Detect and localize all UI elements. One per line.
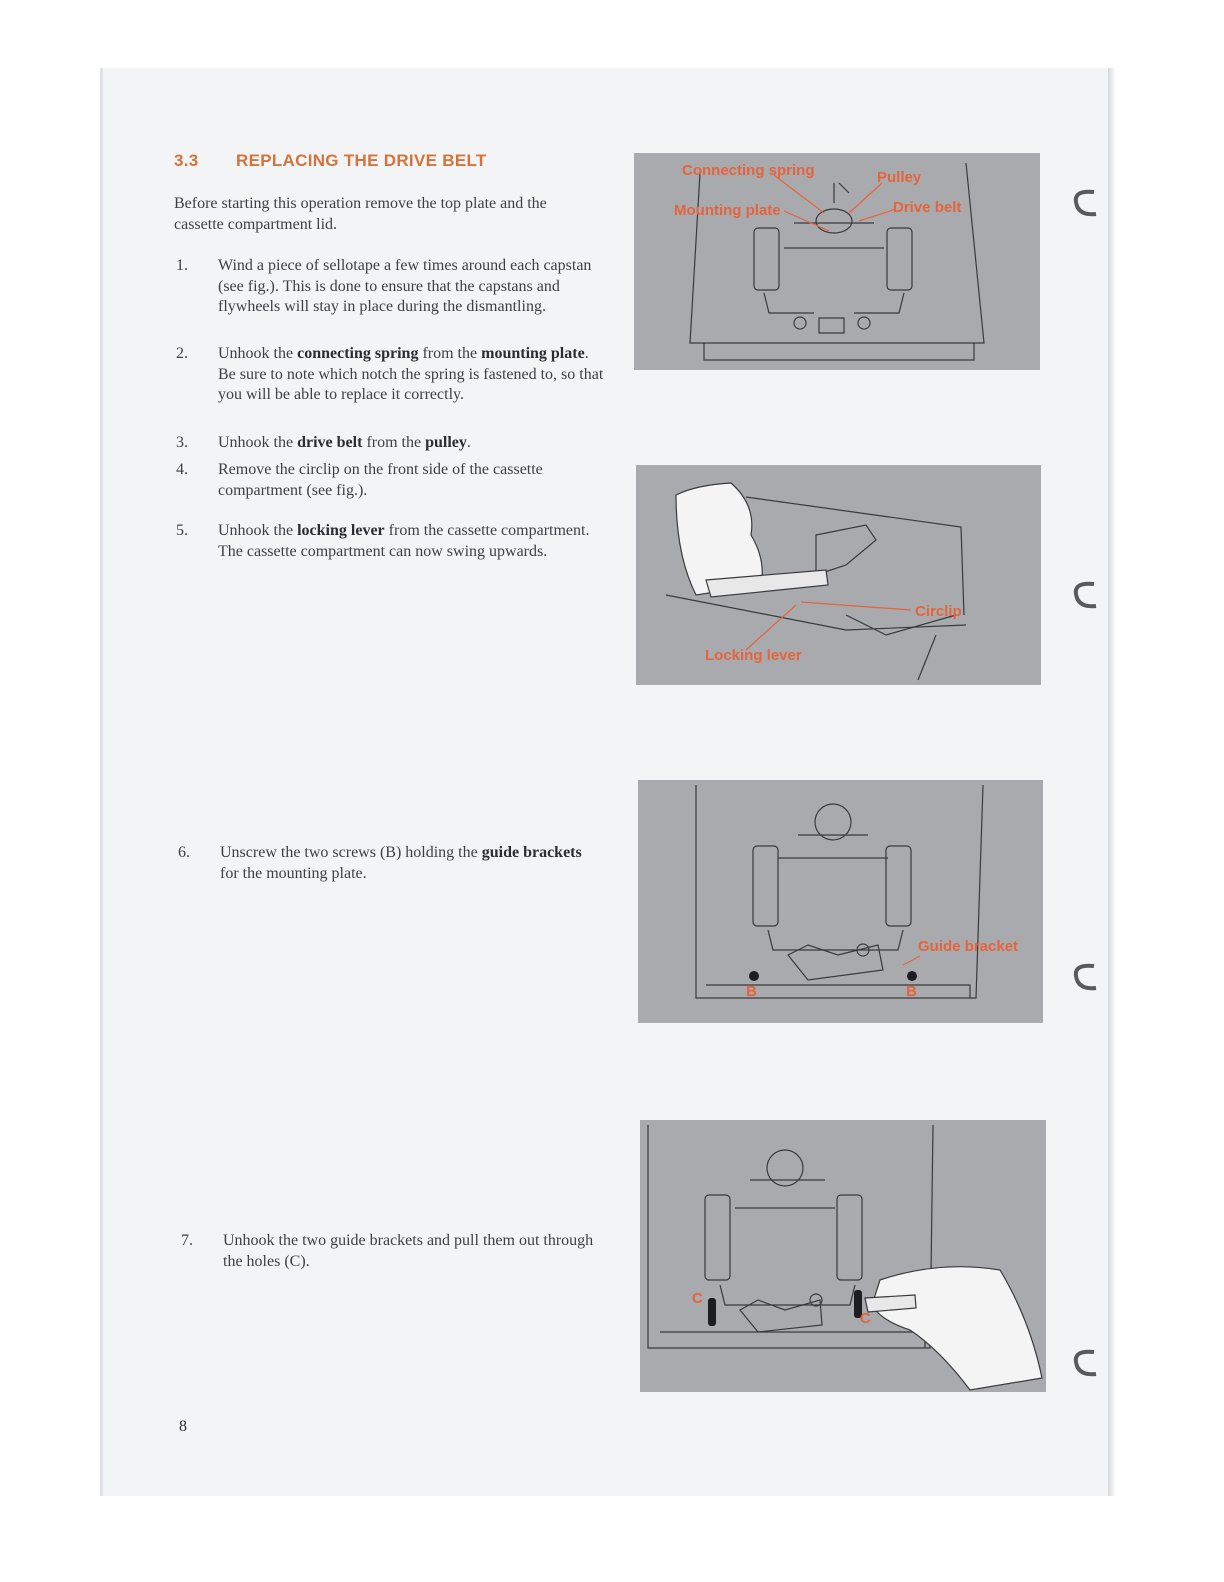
step-4	[176, 460, 596, 501]
step-text: Unhook the locking lever from the cassette compartment. The cassette compartment can now swing upwards.	[218, 522, 590, 560]
intro-paragraph: Before starting this operation remove the top plate and the cassette compartment lid.	[174, 195, 547, 233]
step-text: Unhook the two guide brackets and pull them out through the holes (C).	[223, 1232, 594, 1270]
figure-locking-lever	[636, 465, 1041, 685]
term-mounting-plate: mounting plate	[481, 345, 585, 362]
step-number: 6.	[178, 844, 190, 861]
step-number: 2.	[176, 345, 188, 362]
step-number: 3.	[176, 434, 188, 451]
label-drive-belt: Drive belt	[893, 199, 962, 216]
term-guide-brackets: guide brackets	[481, 844, 582, 861]
section-number: 3.3	[174, 151, 199, 170]
figure-guide-brackets	[638, 780, 1043, 1023]
label-pulley: Pulley	[877, 169, 922, 186]
step-3	[176, 433, 606, 454]
label-hole-c-left: C	[692, 1290, 703, 1307]
step-number: 5.	[176, 522, 188, 539]
step-2	[176, 344, 606, 406]
term-drive-belt: drive belt	[297, 434, 363, 451]
step-text: Unhook the connecting spring from the mounting plate. Be sure to note which notch the spring is fastened to, so that you will be able to replace it correctly.	[218, 345, 604, 403]
step-1	[176, 256, 606, 318]
section-title: REPLACING THE DRIVE BELT	[236, 151, 487, 170]
figure-guide-brackets-removal	[640, 1120, 1046, 1392]
figure-4-illustration	[640, 1120, 1046, 1392]
step-text: Unhook the drive belt from the pulley.	[218, 434, 471, 451]
term-locking-lever: locking lever	[297, 522, 385, 539]
label-screw-b-left: B	[746, 983, 757, 1000]
term-pulley: pulley	[425, 434, 467, 451]
binder-ring-icon	[1070, 578, 1100, 610]
label-guide-bracket: Guide bracket	[918, 938, 1019, 955]
label-hole-c-right: C	[860, 1310, 871, 1327]
figure-3-illustration	[638, 780, 1043, 1023]
label-locking-lever: Locking lever	[705, 647, 802, 664]
figure-2-illustration	[636, 465, 1041, 685]
term-connecting-spring: connecting spring	[297, 345, 419, 362]
step-number: 1.	[176, 257, 188, 274]
step-text: Remove the circlip on the front side of the cassette compartment (see fig.).	[218, 461, 543, 499]
section-heading	[174, 151, 487, 171]
binder-ring-icon	[1070, 960, 1100, 992]
binder-ring-icon	[1070, 1346, 1100, 1378]
figure-1-illustration	[634, 153, 1040, 370]
figure-drive-belt-overview	[634, 153, 1040, 370]
label-circlip: Circlip	[915, 603, 962, 620]
step-text: Wind a piece of sellotape a few times around each capstan (see fig.). This is done to ensure that the capstans and flywheels will stay in place during the dismantling.	[218, 257, 592, 315]
page-number: 8	[179, 1418, 187, 1435]
label-mounting-plate: Mounting plate	[674, 202, 781, 219]
page-edge-shadow	[1108, 68, 1116, 1496]
step-number: 7.	[181, 1232, 193, 1249]
step-number: 4.	[176, 461, 188, 478]
binder-ring-icon	[1070, 186, 1100, 218]
label-connecting-spring: Connecting spring	[682, 162, 815, 179]
step-5	[176, 521, 606, 562]
label-screw-b-right: B	[906, 983, 917, 1000]
step-7	[181, 1231, 601, 1272]
step-text: Unscrew the two screws (B) holding the guide brackets for the mounting plate.	[220, 844, 582, 882]
step-6	[178, 843, 598, 884]
